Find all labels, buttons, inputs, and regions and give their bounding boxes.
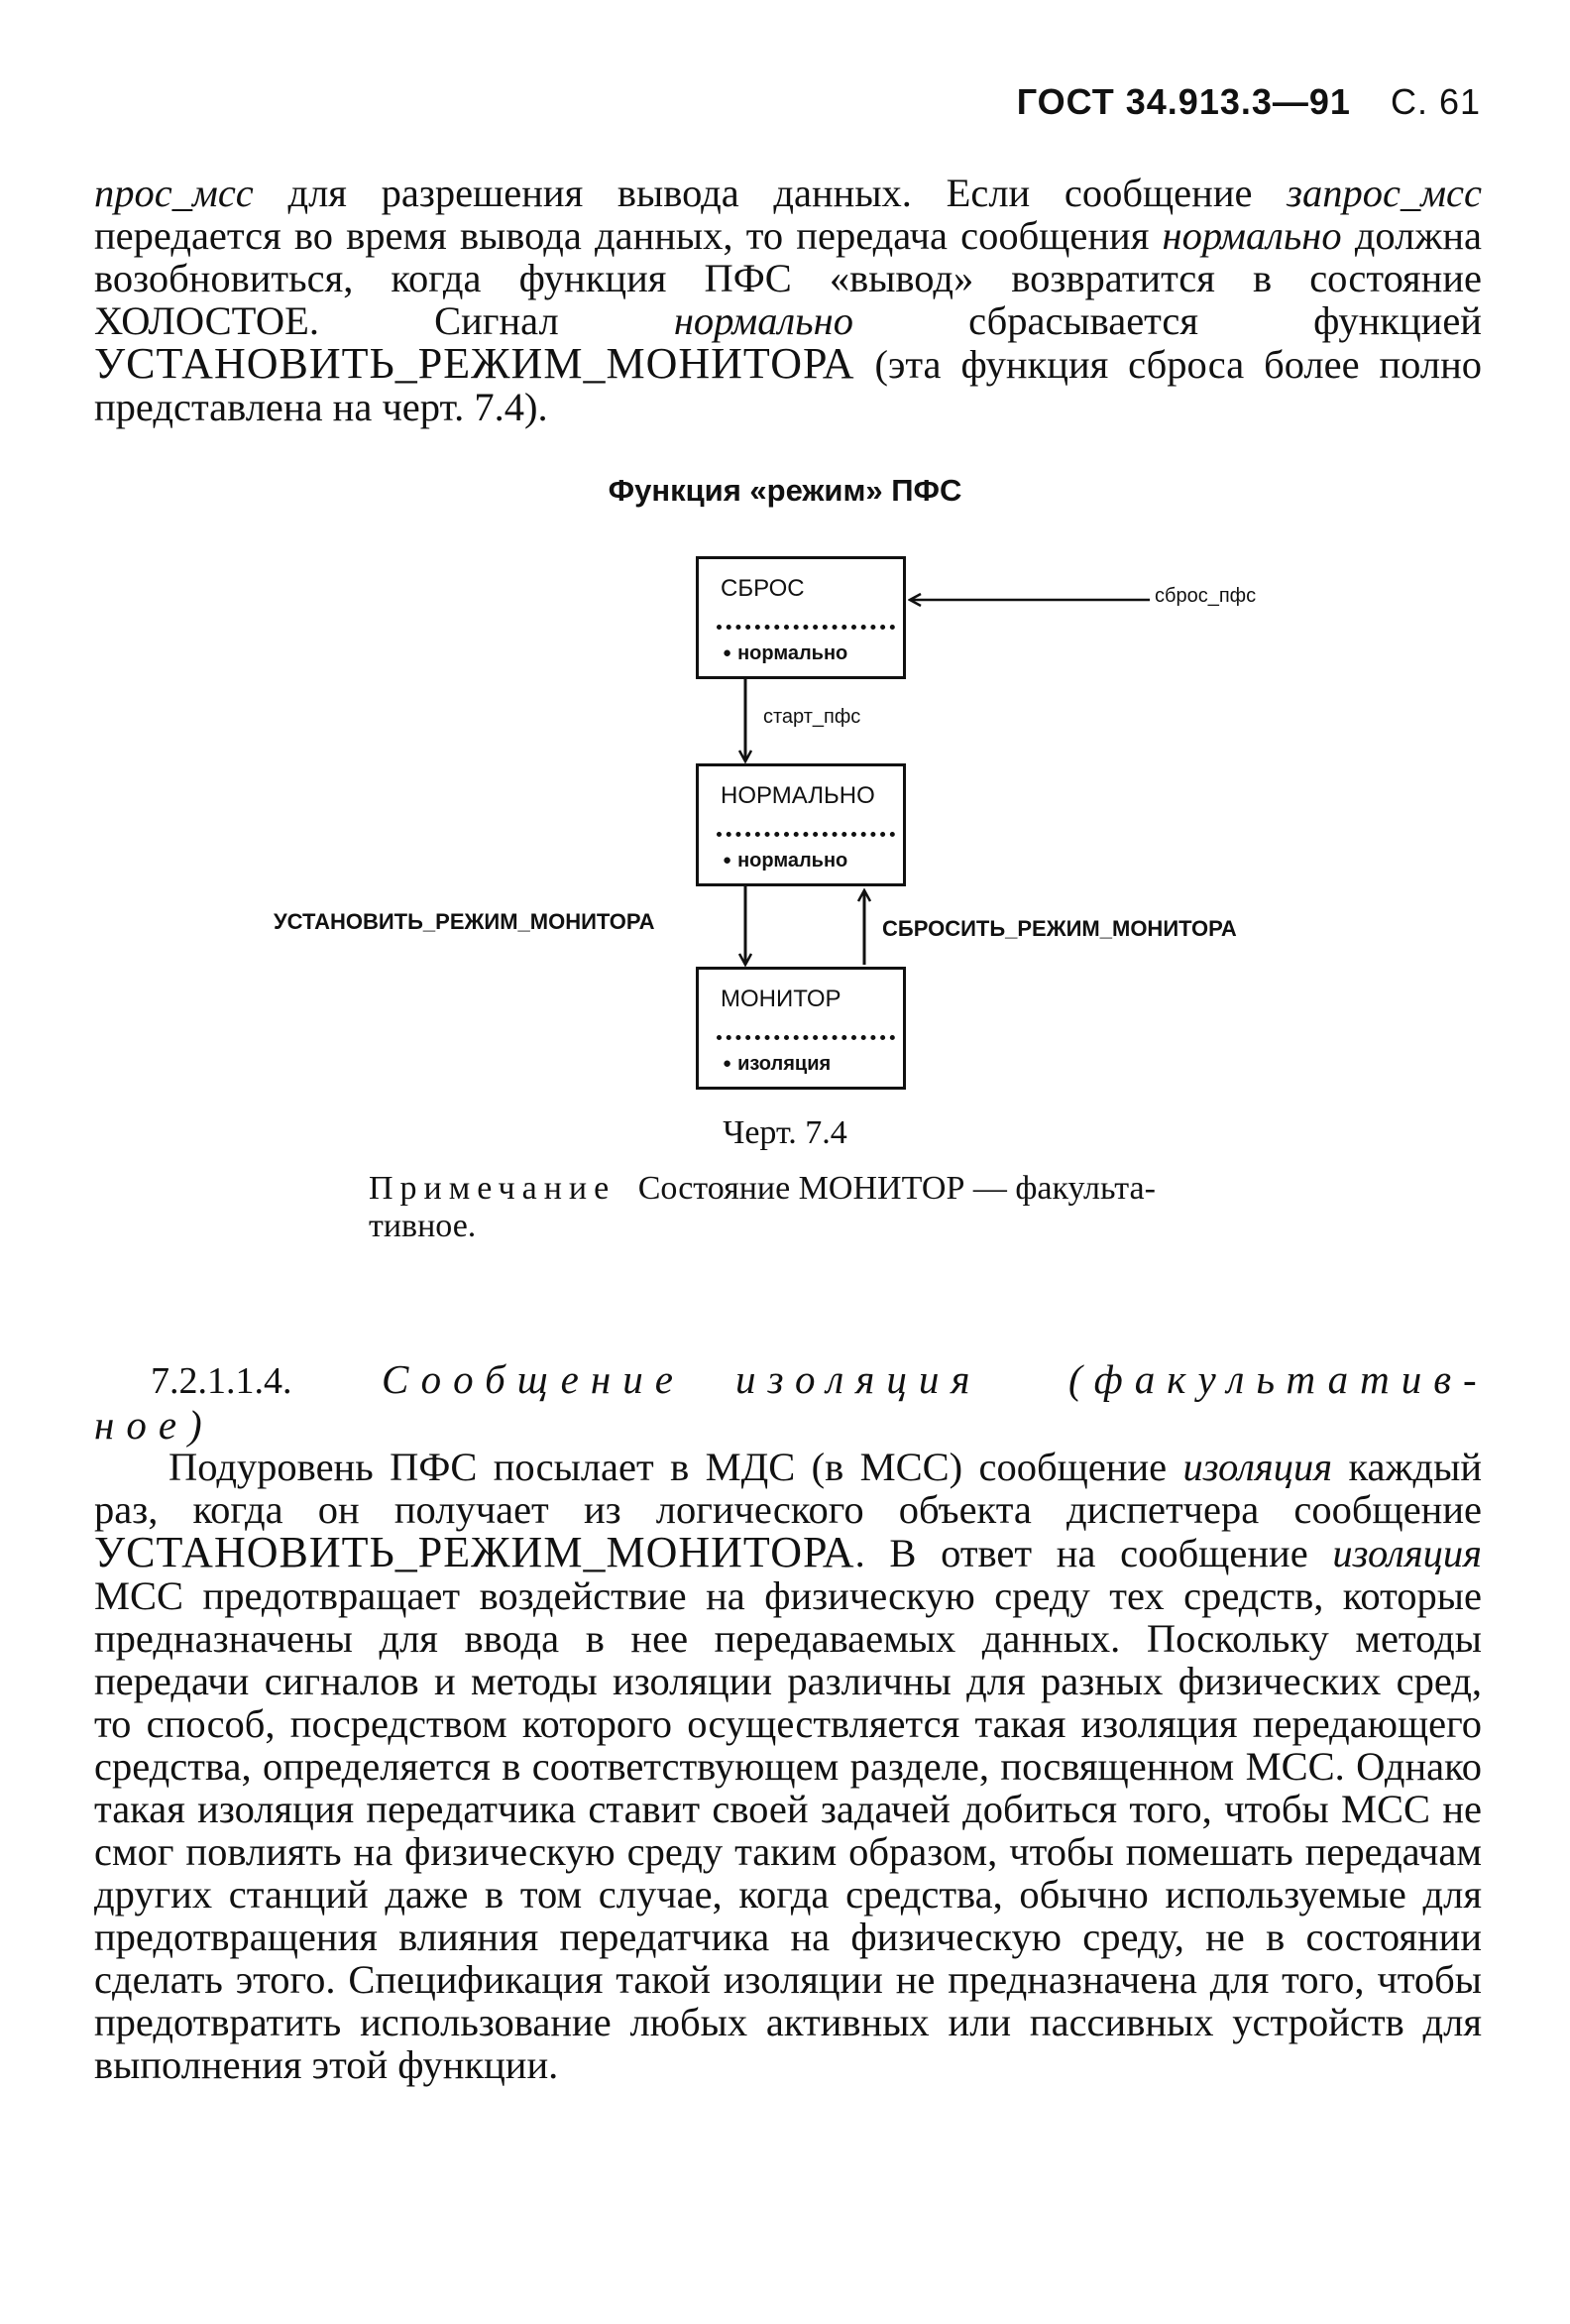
state-name: МОНИТОР bbox=[721, 986, 841, 1012]
section-number: 7.2.1.1.4. bbox=[151, 1360, 292, 1402]
state-action: ● нормально bbox=[723, 642, 847, 665]
note-text: Состояние МОНИТОР — факульта- bbox=[637, 1170, 1156, 1207]
signal-name: УСТАНОВИТЬ_РЕЖИМ_МОНИТОРА bbox=[94, 1528, 855, 1576]
text-run: передается во время вывода данных, то передача сообщения bbox=[94, 213, 1163, 258]
reset-monitor-label: СБРОСИТЬ_РЕЖИМ_МОНИТОРА bbox=[882, 916, 1237, 941]
term: нормально bbox=[673, 298, 853, 343]
figure-caption: Черт. 7.4 bbox=[723, 1114, 847, 1151]
term: запрос_мсс bbox=[1287, 171, 1482, 215]
term: прос_мсс bbox=[94, 171, 254, 215]
state-name: СБРОС bbox=[721, 575, 805, 602]
set-monitor-label: УСТАНОВИТЬ_РЕЖИМ_МОНИТОРА bbox=[274, 909, 655, 934]
term: изоляция bbox=[1182, 1445, 1333, 1489]
state-name: НОРМАЛЬНО bbox=[721, 782, 875, 809]
section-title-word: изоляция bbox=[735, 1356, 982, 1402]
state-action: ● изоляция bbox=[723, 1053, 831, 1076]
page-number: С. 61 bbox=[1390, 81, 1481, 122]
text-run: МСС предотвращает воздействие на физическую среду тех средств, которые предназначены для ввода в нее передаваемых данных. Поскольку методы передачи сигналов и методы изоляции различны для разных физических сред, то способ, посредством которого осуществляется такая изоляция передающего средства, определяется в соответствующем разделе, посвященном МСС. Однако такая изоляция передатчика ставит своей задачей добиться того, чтобы МСС не смог повлиять на физическую среду таким образом, чтобы помешать передачам других станций даже в том случае, когда средства, обычно используемые для предотвращения влияния передатчика на физическую среду, не в состоянии сделать этого. Спецификация такой изоляции не предназначена для того, чтобы предотвратить использование любых активных или пассивных устройств для выполнения этой функции. bbox=[94, 1573, 1482, 2087]
section-title-cont: ное) bbox=[94, 1402, 214, 1448]
note-label: Примечание bbox=[369, 1170, 617, 1207]
text-run: . В ответ на сообщение bbox=[854, 1531, 1333, 1575]
text-run: сбрасывается функцией bbox=[852, 298, 1482, 343]
section-title-word: Сообщение bbox=[382, 1356, 685, 1402]
state-box-reset bbox=[696, 556, 906, 679]
paragraph-isolation bbox=[94, 1446, 1482, 2086]
state-diagram-connectors bbox=[0, 0, 1570, 1110]
term: изоляция bbox=[1332, 1531, 1482, 1575]
separator bbox=[717, 625, 895, 630]
note-text-cont: тивное. bbox=[369, 1208, 477, 1244]
start-signal-label: старт_пфс bbox=[763, 706, 861, 728]
state-box-monitor bbox=[696, 967, 906, 1090]
state-action: ● нормально bbox=[723, 850, 847, 872]
standard-number: ГОСТ 34.913.3—91 bbox=[1016, 81, 1351, 122]
separator bbox=[717, 832, 895, 837]
figure-title: Функция «режим» ПФС bbox=[608, 473, 962, 508]
figure-note bbox=[369, 1170, 1295, 1245]
text-run: каждый раз, когда он получает из логического объекта диспетчера сообщение bbox=[94, 1445, 1482, 1532]
signal-name: УСТАНОВИТЬ_РЕЖИМ_МОНИТОРА bbox=[94, 339, 855, 388]
section-title-word: (факультатив- bbox=[1068, 1356, 1489, 1402]
section-heading bbox=[94, 1356, 1489, 1448]
text-run: для разрешения вывода данных. Если сообщение bbox=[253, 171, 1288, 215]
term: нормально bbox=[1162, 213, 1342, 258]
text-run: (эта функция сброса более полно представлена на черт. 7.4). bbox=[94, 342, 1482, 429]
state-box-normal bbox=[696, 763, 906, 886]
text-run: должна возобновиться, когда функция ПФС «вывод» возвратится в состояние ХОЛОСТОЕ. Сигнал bbox=[94, 213, 1482, 343]
separator bbox=[717, 1035, 895, 1040]
input-signal-label: сброс_пфс bbox=[1155, 585, 1257, 607]
text-run: Подуровень ПФС посылает в МДС (в МСС) сообщение bbox=[168, 1445, 1183, 1489]
